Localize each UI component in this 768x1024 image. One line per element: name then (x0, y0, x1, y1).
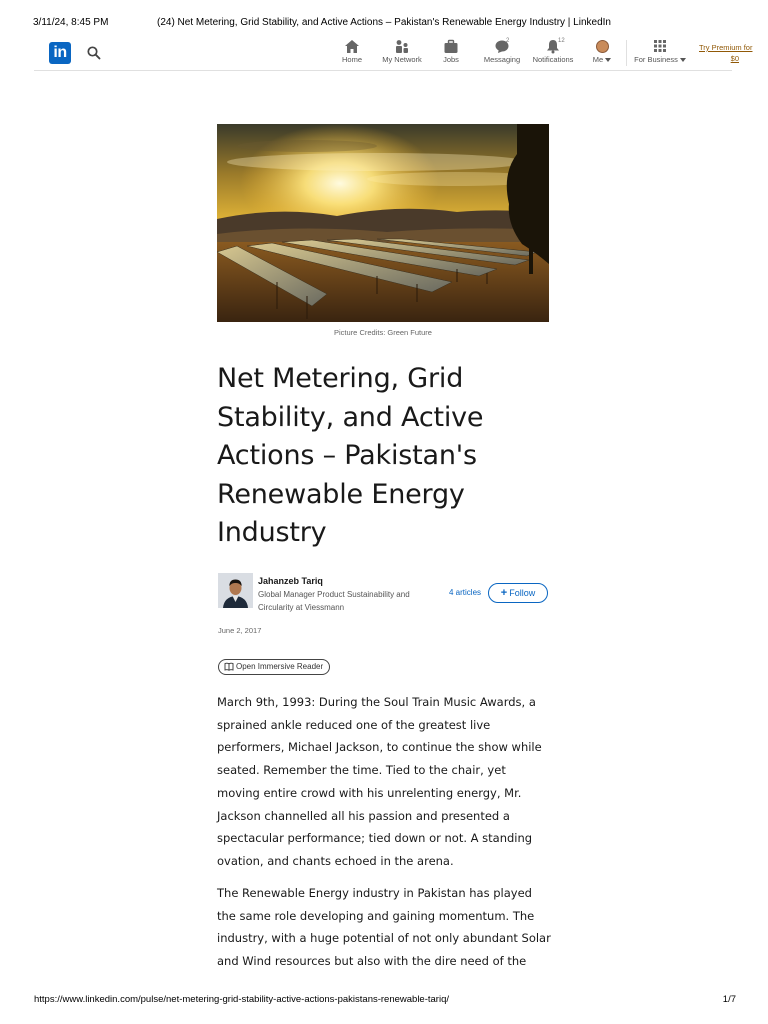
author-name[interactable]: Jahanzeb Tariq (258, 576, 323, 586)
home-icon (344, 39, 360, 54)
notifications-badge: 12 (558, 38, 565, 44)
premium-line1: Try Premium for (699, 43, 753, 52)
article-title: Net Metering, Grid Stability, and Active Actions – Pakistan's Renewable Energy Industry (217, 363, 484, 548)
immersive-reader-button[interactable] (218, 659, 330, 675)
print-datetime: 3/11/24, 8:45 PM (33, 17, 109, 28)
plus-icon: + (500, 587, 508, 599)
article-cover-image (217, 124, 549, 322)
book-icon (224, 662, 234, 671)
article-paragraph: The Renewable Energy industry in Pakistan has played the same role developing and gaining momentum. The industry, with a huge potential of not only abundant Solar and Wind resources but also with the dire need of the (217, 886, 551, 969)
follow-button[interactable] (488, 583, 548, 603)
linkedin-logo[interactable]: in (49, 42, 71, 64)
print-page-number: 1/7 (722, 994, 736, 1005)
publish-date: June 2, 2017 (218, 626, 262, 635)
nav-home-label: Home (341, 55, 362, 64)
article-paragraph: March 9th, 1993: During the Soul Train Music Awards, a sprained ankle reduced one of the greatest live performers, Michael Jackson, to continue the show while seated. Remember the time. Tied to the chair, yet moving entire crowd with his unrelenting energy, Mr. Jackson channelled all his passion and presented a spectacular performance; tied down or not. A standing ovation, and chants echoed in the arena. (217, 695, 542, 868)
nav-my-network[interactable] (378, 39, 426, 69)
chevron-down-icon (680, 58, 686, 62)
messaging-badge: 2 (506, 38, 510, 44)
nav-notifications-label: Notifications (532, 55, 574, 64)
image-caption: Picture Credits: Green Future (334, 328, 432, 337)
premium-link[interactable] (699, 42, 753, 66)
nav-jobs[interactable] (436, 39, 466, 69)
print-header (0, 17, 768, 31)
me-avatar (596, 40, 609, 53)
nav-home[interactable] (335, 39, 369, 69)
immersive-reader-label: Open Immersive Reader (236, 662, 324, 671)
follow-button-label: Follow (509, 588, 536, 598)
global-nav (34, 36, 753, 71)
network-icon (394, 39, 410, 54)
print-document-title: (24) Net Metering, Grid Stability, and Active Actions – Pakistan's Renewable Energy Industry | LinkedIn (157, 17, 611, 28)
premium-line2: $0 (730, 54, 739, 63)
print-footer (0, 994, 768, 1008)
author-headline: Global Manager Product Sustainability and Circularity at Viessmann (258, 590, 410, 612)
nav-jobs-label: Jobs (443, 55, 459, 64)
nav-for-business-label: For Business (634, 55, 686, 64)
nav-my-network-label: My Network (382, 55, 422, 64)
nav-me[interactable] (588, 39, 616, 69)
nav-for-business[interactable] (634, 39, 686, 69)
grid-icon (652, 39, 668, 54)
nav-me-label: Me (588, 55, 616, 64)
briefcase-icon (443, 39, 459, 54)
nav-messaging[interactable] (481, 39, 523, 69)
author-avatar[interactable] (218, 573, 253, 608)
search-icon[interactable] (86, 45, 102, 61)
print-url: https://www.linkedin.com/pulse/net-metering-grid-stability-active-actions-pakistans-renewable-tariq/ (34, 994, 450, 1005)
author-articles-link[interactable]: 4 articles (449, 588, 482, 597)
nav-divider (626, 40, 627, 66)
nav-notifications[interactable] (528, 39, 578, 69)
chevron-down-icon (605, 58, 611, 62)
nav-messaging-label: Messaging (483, 55, 521, 64)
